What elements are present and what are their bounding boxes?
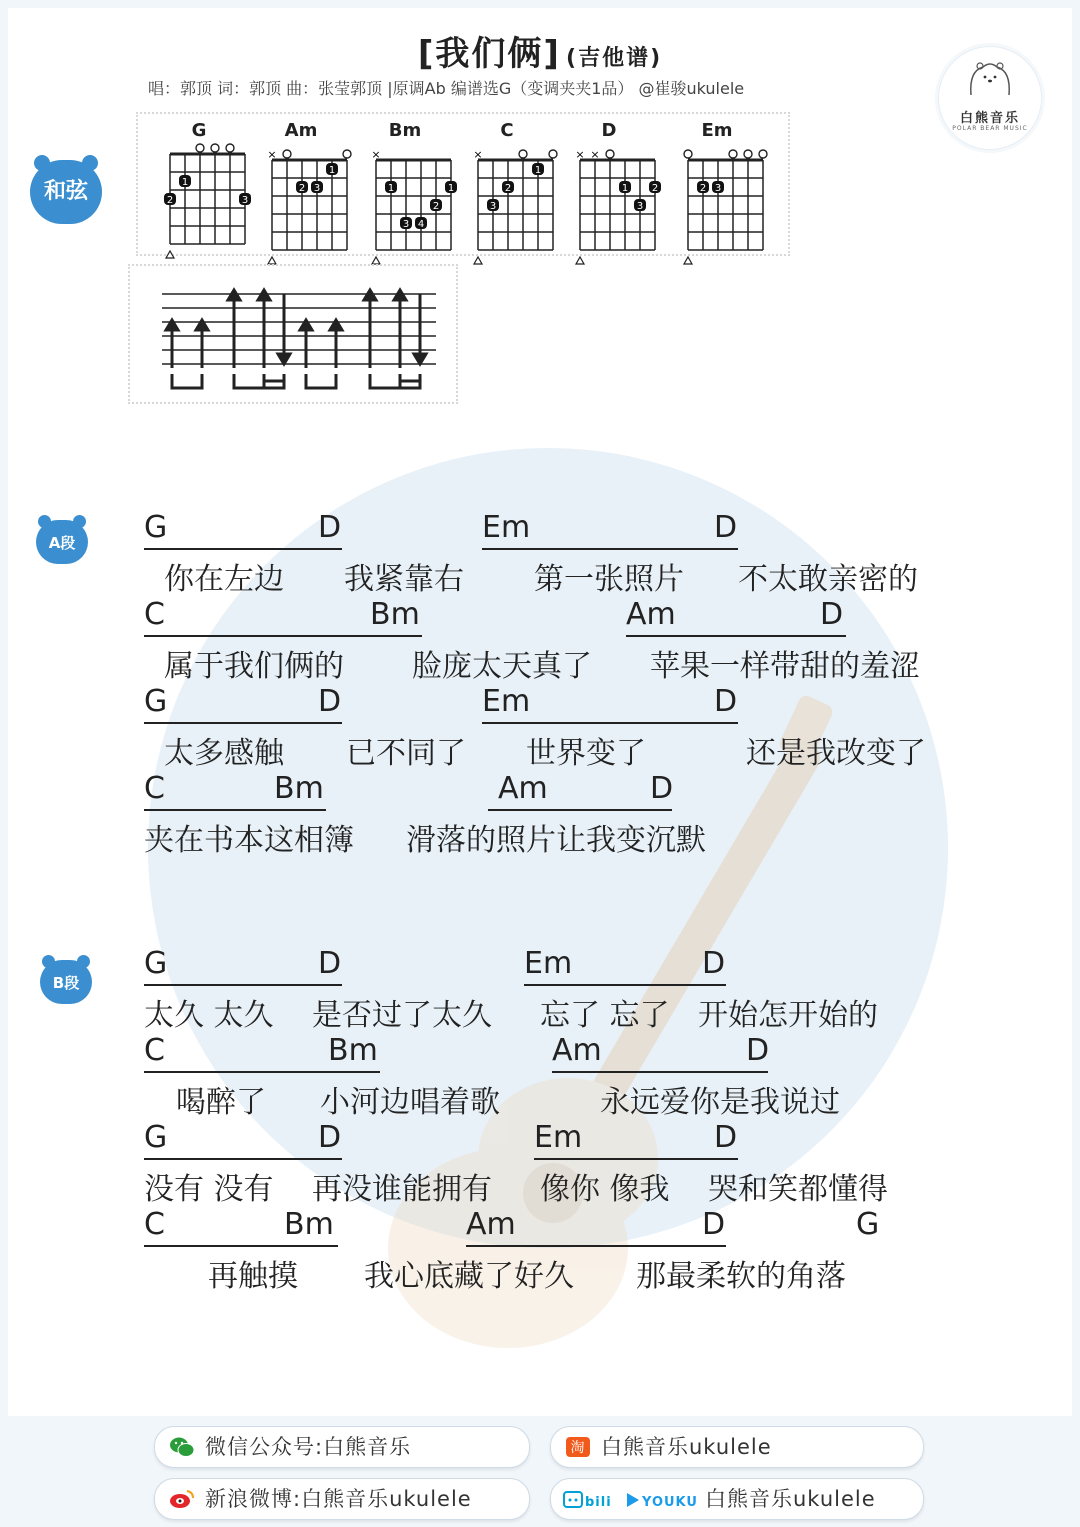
svg-text:3: 3 — [489, 201, 497, 212]
chord-label: G — [144, 1120, 168, 1155]
chord-name: C — [500, 120, 514, 141]
lyric-line — [8, 1251, 1072, 1299]
svg-text:bili: bili — [585, 1495, 612, 1510]
chord-label: Em — [524, 946, 573, 981]
chord-line — [8, 1207, 1072, 1247]
chord-diagram-g — [154, 114, 249, 254]
chord-underline — [144, 722, 342, 724]
svg-text:1: 1 — [621, 183, 629, 194]
chord-underline — [488, 809, 672, 811]
svg-text:3: 3 — [636, 201, 644, 212]
svg-text:×: × — [590, 148, 600, 161]
chord-diagram-em — [672, 114, 762, 254]
svg-text:1: 1 — [447, 183, 455, 194]
chord-name: Em — [701, 120, 733, 141]
chord-label: D — [714, 510, 738, 545]
chord-label: C — [144, 1033, 165, 1068]
lyric-phrase: 夹在书本这相簿 — [144, 823, 354, 858]
svg-text:×: × — [575, 148, 585, 161]
taobao-label: 白熊音乐ukulele — [601, 1435, 772, 1459]
chord-name: G — [191, 120, 207, 141]
chord-name: Bm — [388, 120, 422, 141]
chord-underline — [482, 548, 738, 550]
chord-label: Am — [552, 1033, 602, 1068]
chord-label: Bm — [284, 1207, 334, 1242]
chord-underline — [466, 1245, 726, 1247]
lyric-phrase: 苹果一样带甜的羞涩 — [650, 649, 920, 684]
svg-text:×: × — [473, 148, 483, 161]
lyric-line — [8, 554, 1072, 602]
chord-underline — [524, 984, 726, 986]
lyric-phrase: 世界变了 — [526, 736, 646, 771]
lyric-line — [8, 641, 1072, 689]
lyric-phrase: 喝醉了 — [176, 1085, 266, 1120]
chord-label: D — [820, 597, 844, 632]
svg-text:2: 2 — [166, 195, 174, 206]
chord-label: C — [144, 597, 165, 632]
svg-text:2: 2 — [699, 183, 707, 194]
lyric-phrase: 太多感触 — [164, 736, 284, 771]
chord-label: Em — [534, 1120, 583, 1155]
svg-text:3: 3 — [241, 195, 249, 206]
chord-underline — [626, 635, 846, 637]
bilibili-youku-icon — [563, 1489, 705, 1511]
lyric-phrase: 你在左边 — [164, 562, 284, 597]
lyric-phrase: 那最柔软的角落 — [636, 1259, 846, 1294]
lyric-phrase: 没有 没有 — [144, 1172, 274, 1207]
chord-label: D — [714, 1120, 738, 1155]
section-badge-chords — [30, 160, 102, 224]
svg-text:淘: 淘 — [570, 1440, 586, 1456]
svg-text:2: 2 — [651, 183, 659, 194]
svg-text:3: 3 — [313, 183, 321, 194]
lyric-phrase: 第一张照片 — [534, 562, 684, 597]
chord-label: Bm — [370, 597, 420, 632]
chord-line — [8, 597, 1072, 637]
svg-text:2: 2 — [504, 183, 512, 194]
wechat-icon — [169, 1435, 195, 1459]
chord-diagram-am — [256, 114, 346, 254]
lyric-line — [8, 1164, 1072, 1212]
lyric-phrase: 滑落的照片让我变沉默 — [406, 823, 706, 858]
chord-underline — [144, 1071, 380, 1073]
footer-video[interactable] — [550, 1478, 924, 1520]
lyric-phrase: 哭和笑都懂得 — [708, 1172, 888, 1207]
chord-label: Am — [498, 771, 548, 806]
polar-bear-icon — [939, 47, 1041, 107]
svg-text:×: × — [371, 148, 381, 161]
chord-label: G — [144, 510, 168, 545]
lyric-phrase: 脸庞太天真了 — [412, 649, 592, 684]
footer-taobao[interactable] — [550, 1426, 924, 1468]
chord-label: G — [144, 946, 168, 981]
chord-diagram-d — [564, 114, 659, 254]
chord-underline — [144, 548, 342, 550]
chord-underline — [144, 1245, 338, 1247]
chord-label: D — [702, 946, 726, 981]
chord-label: D — [318, 946, 342, 981]
lyric-phrase: 是否过了太久 — [312, 998, 492, 1033]
svg-text:3: 3 — [714, 183, 722, 194]
wechat-label: 微信公众号:白熊音乐 — [205, 1435, 412, 1459]
chord-label: G — [144, 684, 168, 719]
lyric-phrase: 忘了 忘了 — [540, 998, 670, 1033]
svg-text:1: 1 — [534, 165, 542, 176]
chord-label: D — [650, 771, 674, 806]
svg-text:2: 2 — [298, 183, 306, 194]
chord-underline — [144, 809, 326, 811]
song-credits: 唱：郭顶 词：郭顶 曲：张莹郭顶 |原调Ab 编谱选G（变调夹夹1品） @崔骏ukulele — [148, 79, 745, 98]
chord-line — [8, 1120, 1072, 1160]
brand-name-en: POLAR BEAR MUSIC — [952, 125, 1028, 132]
chord-line — [8, 946, 1072, 986]
chord-label: G — [856, 1207, 880, 1242]
section-label: B段 — [52, 974, 80, 992]
svg-text:×: × — [267, 148, 277, 161]
chord-label: Am — [466, 1207, 516, 1242]
chord-label: Bm — [274, 771, 324, 806]
svg-text:4: 4 — [417, 219, 425, 230]
svg-text:1: 1 — [387, 183, 395, 194]
video-label: 白熊音乐ukulele — [705, 1487, 876, 1511]
weibo-label: 新浪微博:白熊音乐ukulele — [205, 1487, 472, 1511]
lyric-phrase: 还是我改变了 — [746, 736, 926, 771]
lyric-phrase: 我紧靠右 — [344, 562, 464, 597]
chord-name: Am — [284, 120, 318, 141]
lyric-phrase: 不太敢亲密的 — [738, 562, 918, 597]
chord-label: D — [318, 684, 342, 719]
svg-text:3: 3 — [402, 219, 410, 230]
lyric-phrase: 太久 太久 — [144, 998, 274, 1033]
lyric-phrase: 再没谁能拥有 — [312, 1172, 492, 1207]
page-header — [8, 26, 1072, 75]
chord-underline — [144, 635, 422, 637]
chord-label: D — [746, 1033, 770, 1068]
chord-label: Bm — [328, 1033, 378, 1068]
lyric-phrase: 属于我们俩的 — [164, 649, 344, 684]
chord-label: C — [144, 771, 165, 806]
chord-name: D — [601, 120, 617, 141]
chord-label: Am — [626, 597, 676, 632]
lyric-phrase: 开始怎开始的 — [698, 998, 878, 1033]
chord-underline — [482, 722, 738, 724]
svg-text:YOUKU: YOUKU — [642, 1495, 698, 1510]
chord-line — [8, 1033, 1072, 1073]
lyric-phrase: 我心底藏了好久 — [364, 1259, 574, 1294]
lyric-phrase: 永远爱你是我说过 — [600, 1085, 840, 1120]
lyric-phrase: 再触摸 — [208, 1259, 298, 1294]
weibo-icon — [169, 1487, 195, 1511]
lyric-phrase: 小河边唱着歌 — [320, 1085, 500, 1120]
chord-underline — [144, 1158, 342, 1160]
brand-logo — [938, 46, 1042, 150]
chord-label: Em — [482, 510, 531, 545]
lyric-phrase: 已不同了 — [346, 736, 466, 771]
song-subtitle: (吉他谱) — [566, 46, 663, 71]
chord-label: D — [318, 1120, 342, 1155]
chord-line — [8, 510, 1072, 550]
chord-label: D — [702, 1207, 726, 1242]
strum-pattern-diagram — [130, 266, 456, 402]
brand-name: 白熊音乐 — [959, 111, 1020, 126]
chord-label: D — [318, 510, 342, 545]
chord-underline — [534, 1158, 738, 1160]
chord-diagrams — [136, 112, 790, 256]
chord-label: Em — [482, 684, 531, 719]
svg-text:1: 1 — [181, 177, 189, 188]
taobao-icon — [565, 1435, 591, 1459]
chord-diagram-bm — [360, 114, 455, 254]
chord-underline — [144, 984, 342, 986]
chord-underline — [552, 1071, 768, 1073]
song-sheet — [8, 8, 1072, 1416]
lyric-line — [8, 1077, 1072, 1125]
chord-line — [8, 771, 1072, 811]
section-label: A段 — [48, 534, 76, 552]
svg-text:1: 1 — [328, 165, 336, 176]
chord-label: D — [714, 684, 738, 719]
chord-label: C — [144, 1207, 165, 1242]
strum-pattern — [128, 264, 458, 404]
song-title: [我们俩] — [417, 34, 561, 74]
lyric-phrase: 像你 像我 — [540, 1172, 670, 1207]
lyric-line — [8, 990, 1072, 1038]
footer-weibo[interactable] — [154, 1478, 530, 1520]
lyric-line — [8, 815, 1072, 863]
svg-text:2: 2 — [432, 201, 440, 212]
chord-line — [8, 684, 1072, 724]
ukulele-icon — [12, 82, 112, 118]
chord-diagram-c — [462, 114, 552, 254]
footer-wechat[interactable] — [154, 1426, 530, 1468]
lyric-line — [8, 728, 1072, 776]
section-label: 和弦 — [43, 179, 88, 204]
